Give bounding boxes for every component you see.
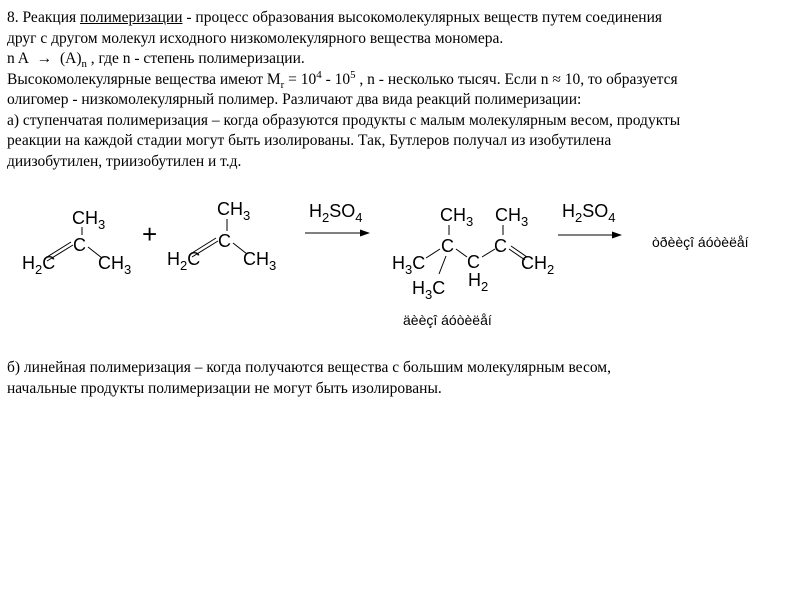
formula-rhs: (A) [59, 50, 82, 67]
reagent-2: $H_2SO_4$ [562, 201, 616, 225]
diisobutylene-structure [392, 205, 554, 328]
mr-text-3: - 10 [321, 70, 351, 88]
term-polymerization: полимеризации [80, 9, 183, 26]
dimer-c2: C [467, 252, 480, 272]
reaction-arrow-1-icon [305, 230, 370, 237]
isobutylene-1 [22, 208, 131, 277]
mr-text-2: = 10 [284, 70, 317, 88]
dimer-c3: C [494, 236, 507, 256]
mr-exp-1: 4 [316, 68, 322, 81]
linear-line-2: начальные продукты полимеризации не могут быть изолированы. [7, 379, 442, 397]
linear-line-1: б) линейная полимеризация – когда получаются вещества с большим молекулярным весом, [7, 359, 611, 376]
formula-lhs: n A [7, 50, 29, 67]
plus-sign: + [142, 219, 158, 249]
reaction-scheme [0, 195, 800, 345]
dimer-bond-left [426, 249, 440, 258]
stepwise-line-1: а) ступенчатая полимеризация – когда образуются продукты с малым молекулярным весом, продукты [7, 111, 681, 129]
m1-ch3-right: $CH_3$ [98, 253, 132, 277]
dimer-ch3-b: $CH_3$ [495, 205, 529, 229]
stepwise-line-2: реакции на каждой стадии могут быть изолированы. Так, Бутлеров получал из изобутилена [7, 132, 612, 149]
dimer-h3c-left: $H_3C$ [392, 253, 426, 277]
mr-exp-2: 5 [350, 68, 356, 81]
formula-note: , где n - степень полимеризации. [86, 50, 305, 67]
definition-line-2: друг с другом молекул исходного низкомолекулярного вещества мономера. [7, 29, 504, 47]
product-label: òðèèçî áóòèëåí [652, 234, 749, 250]
dimer-c1: C [441, 236, 454, 256]
formula-line [7, 49, 793, 70]
oligomer-line: олигомер - низкомолекулярный полимер. Различают два вида реакций полимеризации: [7, 91, 582, 108]
text-block-linear [7, 358, 793, 399]
formula-rhs-sub: n [81, 58, 87, 71]
dimer-bond-c1-c2 [456, 249, 467, 257]
m2-c: C [218, 231, 231, 251]
m1-ch3: $CH_3$ [72, 208, 106, 232]
mr-text-4: , n - несколько тысяч. Если n ≈ 10, то образуется [355, 70, 678, 88]
m2-ch3-right: $CH_3$ [243, 249, 277, 273]
definition-text: - процесс образования высокомолекулярных веществ путем соединения [182, 9, 663, 26]
reaction-arrow-2-icon [558, 232, 622, 239]
heading-number: 8. Реакция [7, 9, 80, 26]
arrow-icon: → [36, 50, 53, 67]
mr-text-1: Высокомолекулярные вещества имеют M [7, 70, 281, 88]
dimer-ch2: $CH_2$ [521, 253, 555, 277]
m1-h2c: $H_2C$ [22, 253, 56, 277]
reagent-1: $H_2SO_4$ [309, 201, 363, 225]
text-block-definition [7, 8, 793, 172]
dimer-h3c-low: $H_3C$ [412, 278, 446, 302]
dimer-bond-down [439, 256, 446, 274]
m2-h2c: $H_2C$ [167, 249, 201, 273]
stepwise-line-3: диизобутилен, триизобутилен и т.д. [7, 152, 242, 170]
mr-sub: r [280, 78, 285, 91]
isobutylene-2 [167, 199, 276, 273]
dimer-h2: $H_2$ [468, 270, 489, 294]
m1-c: C [73, 235, 86, 255]
definition-line-1 [7, 8, 793, 29]
dimer-label: äèèçî áóòèëåí [403, 312, 492, 328]
dimer-ch3-a: $CH_3$ [440, 205, 474, 229]
m2-ch3: $CH_3$ [217, 199, 251, 223]
mr-line [7, 70, 793, 91]
